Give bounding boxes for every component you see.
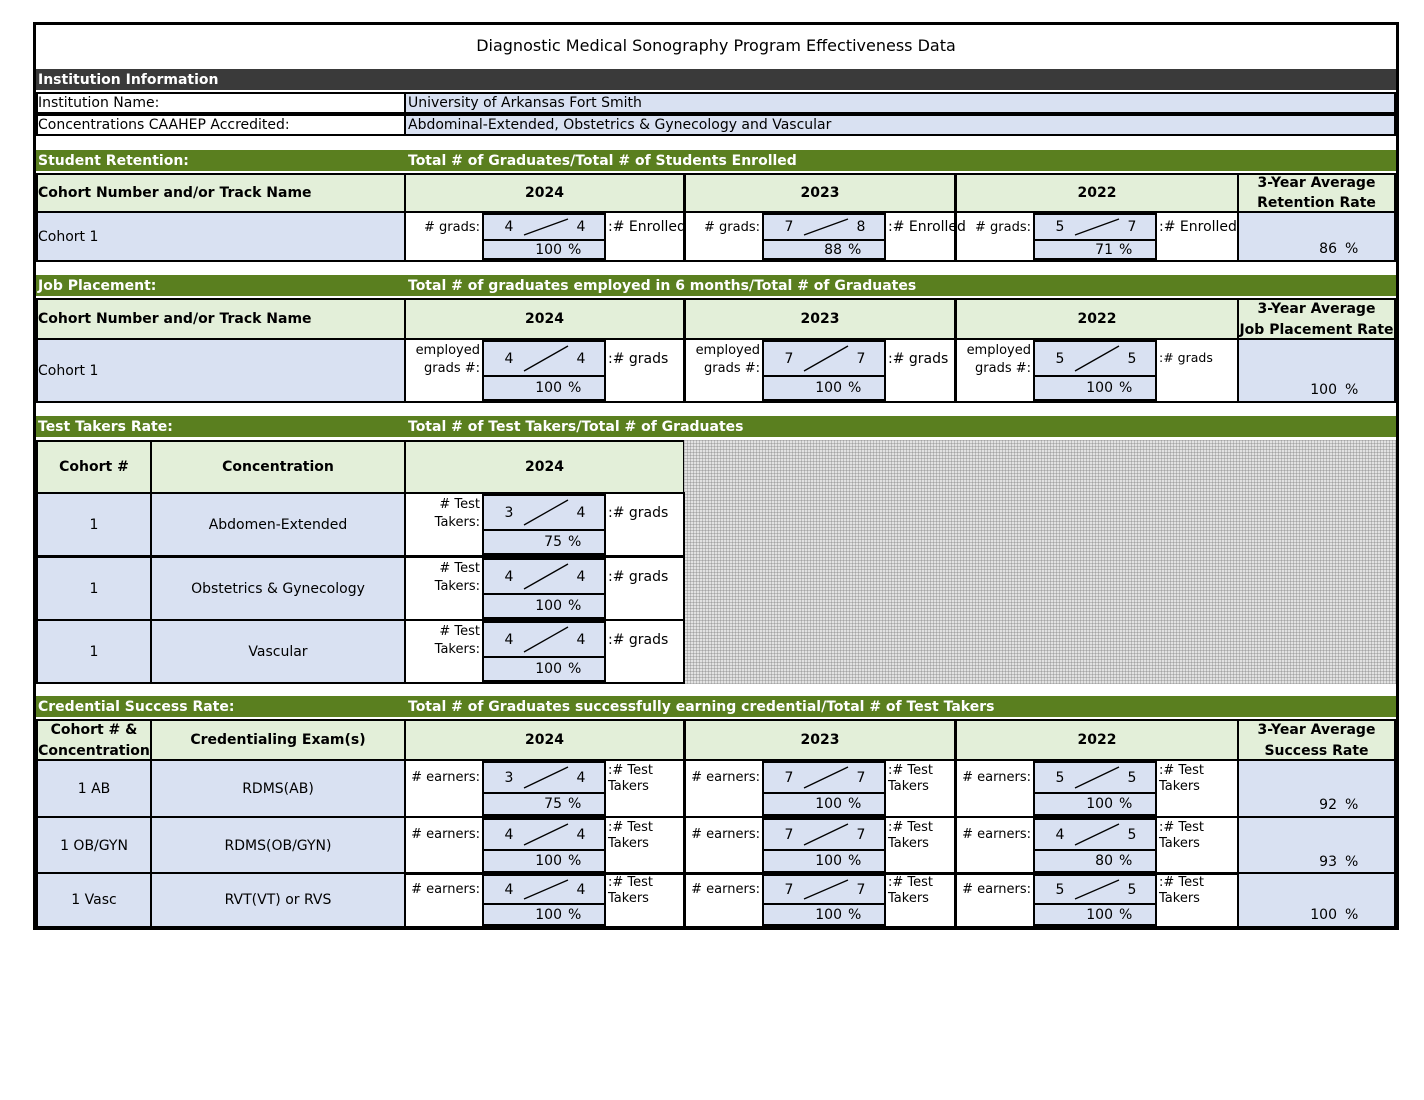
retention-formula: Total # of Graduates/Total # of Students Enrolled: [408, 152, 797, 169]
test-takers-row-concentration: Vascular: [248, 643, 308, 660]
retention-2024-percent: 100: [535, 241, 562, 258]
credential-row-2-year-2-right-label-1: :# Test: [1159, 875, 1205, 891]
page-title: Diagnostic Medical Sonography Program Effectiveness Data: [476, 36, 956, 55]
credential-row-2-year-0-right-label-1: :# Test: [608, 875, 654, 891]
credential-row-2-year-1-numerator: 7: [784, 881, 794, 898]
credential-row-cohort: 1 OB/GYN: [60, 837, 128, 854]
placement-2024-left-label-1: employed: [415, 342, 480, 358]
credential-row-0-year-0-percent-symbol: %: [568, 796, 582, 812]
retention-2024-slash-icon: [522, 217, 570, 237]
retention-2023-percent-symbol: %: [848, 241, 862, 258]
retention-2022-left-label: # grads:: [975, 219, 1031, 235]
credential-row-2-year-0-slash-icon: [522, 878, 570, 901]
credential-row-1-year-1-numerator: 7: [784, 826, 794, 843]
credential-row-0-year-0-numerator: 3: [504, 769, 514, 786]
retention-2024-left-label: # grads:: [424, 219, 480, 235]
placement-2022-percent-symbol: %: [1119, 380, 1133, 396]
credential-row-2-year-0-denominator: 4: [576, 881, 586, 898]
test-takers-row-2-percent: 100: [535, 661, 562, 677]
retention-2023-denominator: 8: [856, 219, 866, 235]
credential-row-0-year-1-left-label: # earners:: [691, 770, 760, 785]
placement-2024-denominator: 4: [576, 350, 586, 367]
effectiveness-sheet: [33, 22, 1399, 930]
credential-year-1: 2023: [800, 732, 840, 748]
retention-2023-slash-icon: [802, 217, 850, 237]
credential-row-exam: RDMS(AB): [242, 780, 314, 797]
test-takers-formula: Total # of Test Takers/Total # of Graduates: [408, 418, 744, 435]
placement-section-label: Job Placement:: [38, 277, 157, 294]
test-takers-row-2-slash-icon: [522, 625, 570, 654]
credential-year-0: 2024: [525, 732, 564, 748]
credential-row-1-year-2-right-label-2: Takers: [1159, 836, 1200, 852]
test-takers-row-0-left-label-2: Takers:: [434, 515, 480, 531]
placement-avg-percent-symbol: %: [1345, 382, 1359, 398]
test-takers-row-1-percent: 100: [535, 598, 562, 614]
placement-2022-percent: 100: [1086, 380, 1113, 396]
placement-2022-slash-icon: [1073, 344, 1121, 373]
placement-avg-value: 100: [1310, 382, 1337, 398]
test-takers-year: 2024: [525, 459, 564, 475]
credential-row-0-year-2-right-label-2: Takers: [1159, 779, 1200, 795]
retention-2022-denominator: 7: [1127, 219, 1137, 235]
placement-2024-slash-icon: [522, 344, 570, 373]
test-takers-row-cohort: 1: [89, 516, 99, 533]
credential-row-1-year-1-percent: 100: [815, 853, 842, 869]
credential-row-avg-value: 93: [1319, 854, 1337, 870]
test-takers-row-0-percent-symbol: %: [568, 534, 582, 550]
test-takers-row-0-left-label-1: # Test: [439, 496, 480, 512]
credential-row-exam: RDMS(OB/GYN): [224, 837, 332, 854]
credential-row-1-year-0-right-label-2: Takers: [608, 836, 649, 852]
test-takers-row-1-percent-symbol: %: [568, 598, 582, 614]
test-takers-row-0-denominator: 4: [576, 504, 586, 521]
credential-row-1-year-2-denominator: 5: [1127, 826, 1137, 843]
retention-section-label: Student Retention:: [38, 152, 189, 169]
retention-year-0: 2024: [525, 185, 564, 201]
credential-row-2-year-0-left-label: # earners:: [411, 882, 480, 897]
credential-row-avg-percent-symbol: %: [1345, 854, 1359, 870]
credential-row-1-year-2-left-label: # earners:: [962, 827, 1031, 842]
retention-2024-percent-symbol: %: [568, 241, 582, 258]
credential-row-2-year-0-numerator: 4: [504, 881, 514, 898]
credential-row-0-year-2-left-label: # earners:: [962, 770, 1031, 785]
placement-2023-numerator: 7: [784, 350, 794, 367]
credential-row-1-year-0-right-label-1: :# Test: [608, 819, 654, 835]
test-takers-row-cohort: 1: [89, 580, 99, 597]
credential-row-1-year-1-left-label: # earners:: [691, 827, 760, 842]
credential-row-0-year-2-numerator: 5: [1055, 769, 1065, 786]
credential-row-2-year-2-denominator: 5: [1127, 881, 1137, 898]
placement-2022-left-label-2: grads #:: [975, 361, 1031, 377]
test-takers-row-0-slash-icon: [522, 498, 570, 527]
retention-2022-percent: 71: [1095, 241, 1113, 258]
placement-avg-header-1: 3-Year Average: [1257, 300, 1376, 317]
retention-avg-percent-symbol: %: [1345, 241, 1359, 257]
credential-row-1-year-1-right-label-2: Takers: [888, 836, 929, 852]
credential-row-0-year-1-right-label-1: :# Test: [888, 762, 934, 778]
credential-row-2-year-2-numerator: 5: [1055, 881, 1065, 898]
retention-2024-denominator: 4: [576, 219, 586, 235]
credential-row-0-year-0-slash-icon: [522, 765, 570, 790]
test-takers-row-1-denominator: 4: [576, 568, 586, 585]
credential-row-2-year-1-denominator: 7: [856, 881, 866, 898]
credential-row-1-year-1-slash-icon: [802, 822, 850, 847]
credential-row-0-year-0-right-label-1: :# Test: [608, 762, 654, 778]
placement-2023-slash-icon: [802, 344, 850, 373]
placement-2023-percent-symbol: %: [848, 380, 862, 396]
credential-row-0-year-2-percent-symbol: %: [1119, 796, 1133, 812]
credential-row-2-year-1-right-label-1: :# Test: [888, 875, 934, 891]
credential-row-1-year-0-numerator: 4: [504, 826, 514, 843]
institution-name-value: University of Arkansas Fort Smith: [408, 95, 642, 111]
retention-2022-slash-icon: [1073, 217, 1121, 237]
credential-row-1-year-2-numerator: 4: [1055, 826, 1065, 843]
credential-row-2-year-0-percent-symbol: %: [568, 906, 582, 923]
retention-2023-right-label: :# Enrolled: [888, 219, 966, 235]
placement-year-1: 2023: [800, 311, 840, 327]
credential-row-avg-value: 100: [1310, 907, 1337, 923]
credential-row-1-year-2-right-label-1: :# Test: [1159, 819, 1205, 835]
credential-row-2-year-0-right-label-2: Takers: [608, 890, 649, 906]
credential-row-0-year-2-slash-icon: [1073, 765, 1121, 790]
test-takers-conc-header: Concentration: [222, 459, 334, 475]
credential-row-2-year-1-right-label-2: Takers: [888, 890, 929, 906]
concentrations-value: Abdominal-Extended, Obstetrics & Gynecology and Vascular: [408, 117, 832, 133]
credential-row-2-year-0-percent: 100: [535, 906, 562, 923]
credential-row-2-year-2-percent-symbol: %: [1119, 906, 1133, 923]
test-takers-row-0-numerator: 3: [504, 504, 514, 521]
credential-row-0-year-1-denominator: 7: [856, 769, 866, 786]
credential-section-label: Credential Success Rate:: [38, 698, 235, 715]
credential-row-exam: RVT(VT) or RVS: [224, 892, 332, 908]
test-takers-unused-area: [684, 440, 1396, 684]
retention-2024-right-label: :# Enrolled: [608, 219, 686, 235]
retention-avg-header-1: 3-Year Average: [1257, 175, 1376, 191]
retention-2022-numerator: 5: [1055, 219, 1065, 235]
credential-row-0-year-0-denominator: 4: [576, 769, 586, 786]
institution-section-label: Institution Information: [38, 71, 219, 88]
retention-avg-header-2: Retention Rate: [1257, 195, 1376, 211]
credential-row-2-year-1-slash-icon: [802, 878, 850, 901]
test-takers-cohort-header: Cohort #: [59, 459, 129, 475]
test-takers-row-2-left-label-1: # Test: [439, 623, 480, 639]
test-takers-row-1-numerator: 4: [504, 568, 514, 585]
test-takers-row-cohort: 1: [89, 643, 99, 660]
credential-row-2-year-2-right-label-2: Takers: [1159, 890, 1200, 906]
institution-name-label: Institution Name:: [38, 95, 160, 111]
placement-col-header: Cohort Number and/or Track Name: [38, 311, 312, 327]
retention-row-label: Cohort 1: [38, 228, 99, 245]
retention-2022-percent-symbol: %: [1119, 241, 1133, 258]
credential-cohort-header-2: Concentration: [38, 742, 150, 759]
test-takers-row-concentration: Obstetrics & Gynecology: [191, 580, 365, 597]
credential-row-cohort: 1 Vasc: [71, 892, 117, 908]
credential-row-2-year-2-percent: 100: [1086, 906, 1113, 923]
test-takers-row-1-right-label: :# grads: [608, 568, 669, 585]
retention-2023-numerator: 7: [784, 219, 794, 235]
placement-2022-left-label-1: employed: [966, 342, 1031, 358]
credential-row-0-year-1-right-label-2: Takers: [888, 779, 929, 795]
test-takers-row-2-numerator: 4: [504, 631, 514, 648]
test-takers-row-2-right-label: :# grads: [608, 631, 669, 648]
credential-row-1-year-2-slash-icon: [1073, 822, 1121, 847]
credential-row-1-year-1-percent-symbol: %: [848, 853, 862, 869]
concentrations-label: Concentrations CAAHEP Accredited:: [38, 117, 290, 133]
credential-row-0-year-2-right-label-1: :# Test: [1159, 762, 1205, 778]
test-takers-row-1-left-label-1: # Test: [439, 560, 480, 576]
placement-year-2: 2022: [1077, 311, 1117, 327]
credential-row-1-year-1-right-label-1: :# Test: [888, 819, 934, 835]
credential-row-0-year-1-percent: 100: [815, 796, 842, 812]
credential-row-0-year-1-slash-icon: [802, 765, 850, 790]
test-takers-row-2-left-label-2: Takers:: [434, 642, 480, 658]
credential-row-cohort: 1 AB: [77, 780, 111, 797]
retention-2023-left-label: # grads:: [704, 219, 760, 235]
credential-row-1-year-0-percent: 100: [535, 853, 562, 869]
placement-2023-left-label-1: employed: [695, 342, 760, 358]
test-takers-row-2-percent-symbol: %: [568, 661, 582, 677]
test-takers-row-1-slash-icon: [522, 562, 570, 591]
credential-row-0-year-1-percent-symbol: %: [848, 796, 862, 812]
retention-2024-numerator: 4: [504, 219, 514, 235]
retention-col-header: Cohort Number and/or Track Name: [38, 185, 312, 201]
credential-row-0-year-2-denominator: 5: [1127, 769, 1137, 786]
credential-row-2-year-2-left-label: # earners:: [962, 882, 1031, 897]
test-takers-row-concentration: Abdomen-Extended: [208, 516, 348, 533]
credential-row-avg-percent-symbol: %: [1345, 797, 1359, 813]
credential-year-2: 2022: [1077, 732, 1117, 748]
credential-row-2-year-1-percent-symbol: %: [848, 906, 862, 923]
retention-year-1: 2023: [800, 185, 840, 201]
placement-2022-numerator: 5: [1055, 350, 1065, 367]
credential-row-avg-value: 92: [1319, 797, 1337, 813]
credential-row-1-year-0-denominator: 4: [576, 826, 586, 843]
placement-2022-right-label: :# grads: [1159, 350, 1213, 366]
placement-2023-left-label-2: grads #:: [704, 361, 760, 377]
placement-row-label: Cohort 1: [38, 362, 99, 379]
credential-exam-header: Credentialing Exam(s): [190, 732, 366, 748]
retention-2022-right-label: :# Enrolled: [1159, 219, 1237, 235]
placement-2024-percent-symbol: %: [568, 380, 582, 396]
test-takers-row-0-right-label: :# grads: [608, 504, 669, 521]
test-takers-row-2-denominator: 4: [576, 631, 586, 648]
test-takers-row-1-left-label-2: Takers:: [434, 579, 480, 595]
placement-2022-denominator: 5: [1127, 350, 1137, 367]
placement-2023-right-label: :# grads: [888, 350, 949, 367]
credential-row-0-year-1-numerator: 7: [784, 769, 794, 786]
credential-avg-header-1: 3-Year Average: [1257, 721, 1376, 738]
placement-2023-percent: 100: [815, 380, 842, 396]
placement-2023-denominator: 7: [856, 350, 866, 367]
placement-2024-numerator: 4: [504, 350, 514, 367]
credential-row-avg-percent-symbol: %: [1345, 907, 1359, 923]
test-takers-row-0-percent: 75: [544, 534, 562, 550]
credential-row-0-year-0-left-label: # earners:: [411, 770, 480, 785]
placement-year-0: 2024: [525, 311, 564, 327]
credential-formula: Total # of Graduates successfully earning credential/Total # of Test Takers: [408, 698, 995, 715]
placement-2024-left-label-2: grads #:: [424, 361, 480, 377]
credential-row-1-year-1-denominator: 7: [856, 826, 866, 843]
retention-year-2: 2022: [1077, 185, 1117, 201]
credential-row-1-year-2-percent-symbol: %: [1119, 853, 1133, 869]
placement-formula: Total # of graduates employed in 6 months/Total # of Graduates: [408, 277, 917, 294]
placement-avg-header-2: Job Placement Rate: [1239, 321, 1394, 338]
retention-2023-percent: 88: [824, 241, 842, 258]
credential-row-2-year-2-slash-icon: [1073, 878, 1121, 901]
placement-2024-percent: 100: [535, 380, 562, 396]
credential-avg-header-2: Success Rate: [1264, 742, 1369, 759]
credential-row-1-year-0-percent-symbol: %: [568, 853, 582, 869]
credential-row-0-year-2-percent: 100: [1086, 796, 1113, 812]
credential-row-1-year-0-slash-icon: [522, 822, 570, 847]
credential-row-2-year-1-left-label: # earners:: [691, 882, 760, 897]
credential-cohort-header-1: Cohort # &: [50, 721, 138, 738]
credential-row-0-year-0-right-label-2: Takers: [608, 779, 649, 795]
test-takers-section-label: Test Takers Rate:: [38, 418, 173, 435]
placement-2024-right-label: :# grads: [608, 350, 669, 367]
credential-row-0-year-0-percent: 75: [544, 796, 562, 812]
credential-row-2-year-1-percent: 100: [815, 906, 842, 923]
retention-avg-value: 86: [1319, 241, 1337, 257]
credential-row-1-year-0-left-label: # earners:: [411, 827, 480, 842]
credential-row-1-year-2-percent: 80: [1095, 853, 1113, 869]
